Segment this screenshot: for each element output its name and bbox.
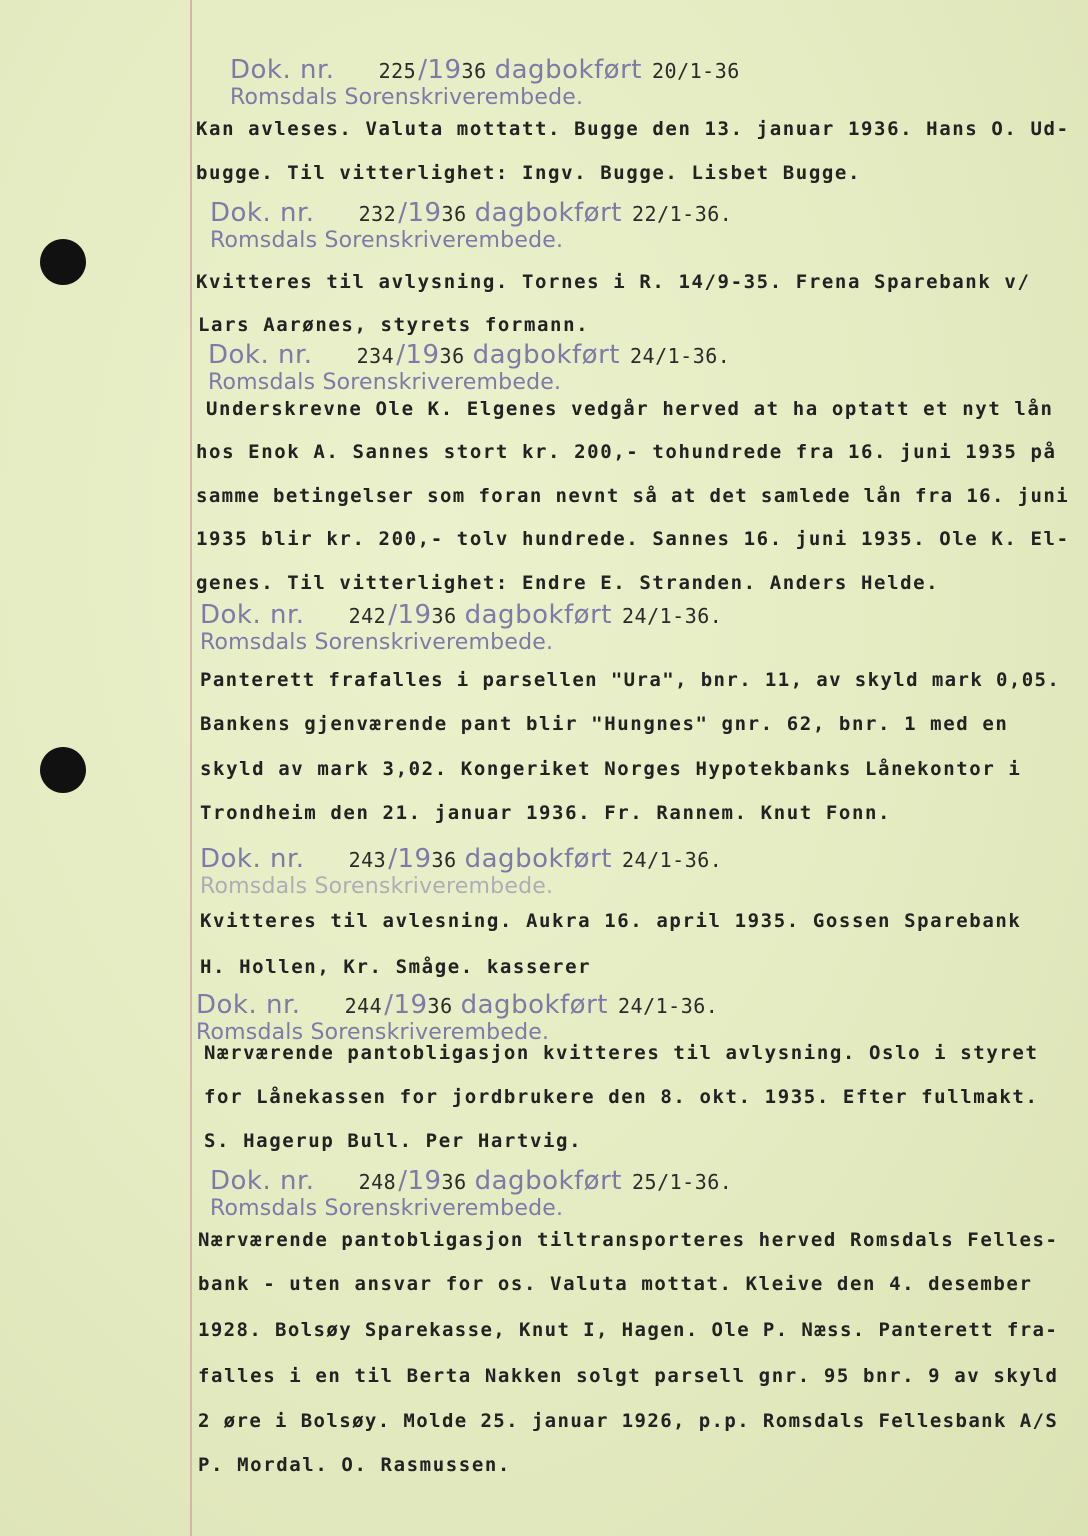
entry-stamp — [196, 990, 718, 1045]
stamp-dagbok: dagbokført — [472, 340, 620, 370]
entry-stamp — [210, 1166, 732, 1221]
stamp-year-suffix: 36 — [431, 604, 457, 628]
entry-text-line: 1935 blir kr. 200,- tolv hundrede. Sannes 16. juni 1935. Ole K. El- — [196, 528, 1070, 550]
stamp-office: Romsdals Sorenskriverembede. — [210, 228, 564, 253]
stamp-date: 24/1-36. — [629, 344, 731, 368]
stamp-office: Romsdals Sorenskriverembede. — [230, 85, 584, 110]
stamp-dagbok: dagbokført — [464, 844, 612, 874]
punch-hole-upper — [40, 239, 86, 285]
stamp-date: 25/1-36. — [631, 1170, 733, 1194]
entry-text-line: for Lånekassen for jordbrukere den 8. okt. 1935. Efter fullmakt. — [204, 1086, 1039, 1108]
stamp-year-suffix: 36 — [431, 848, 457, 872]
entry-text-line: samme betingelser som foran nevnt så at det samlede lån fra 16. juni — [196, 485, 1070, 507]
stamp-office: Romsdals Sorenskriverembede. — [208, 370, 562, 395]
stamp-year-suffix: 36 — [441, 202, 467, 226]
entry-stamp — [200, 600, 722, 655]
entry-text-line: Underskrevne Ole K. Elgenes vedgår herved at ha optatt et nyt lån — [206, 398, 1054, 420]
stamp-year-suffix: 36 — [461, 59, 487, 83]
entry-text-line: hos Enok A. Sannes stort kr. 200,- tohundrede fra 16. juni 1935 på — [196, 441, 1057, 463]
entry-text-line: Lars Aarønes, styrets formann. — [198, 314, 590, 336]
entry-text-line: falles i en til Berta Nakken solgt parsell gnr. 95 bnr. 9 av skyld — [198, 1365, 1059, 1387]
stamp-year-prefix: /19 — [398, 1166, 442, 1196]
entry-text-line: P. Mordal. O. Rasmussen. — [198, 1454, 511, 1476]
stamp-year-prefix: /19 — [388, 600, 432, 630]
stamp-label: Dok. nr. — [230, 55, 335, 85]
stamp-year-prefix: /19 — [384, 990, 428, 1020]
stamp-date: 24/1-36. — [621, 604, 723, 628]
entry-text-line: Trondheim den 21. januar 1936. Fr. Rannem. Knut Fonn. — [200, 802, 892, 824]
stamp-label: Dok. nr. — [200, 600, 305, 630]
entry-text-line: 2 øre i Bolsøy. Molde 25. januar 1926, p.p. Romsdals Fellesbank A/S — [198, 1410, 1059, 1432]
entry-text-line: 1928. Bolsøy Sparekasse, Knut I, Hagen. Ole P. Næss. Panterett fra- — [198, 1319, 1059, 1341]
stamp-office: Romsdals Sorenskriverembede. — [200, 874, 554, 899]
stamp-year-suffix: 36 — [427, 994, 453, 1018]
stamp-dagbok: dagbokført — [464, 600, 612, 630]
stamp-label: Dok. nr. — [200, 844, 305, 874]
stamp-year-suffix: 36 — [439, 344, 465, 368]
stamp-date: 22/1-36. — [631, 202, 733, 226]
stamp-number: 232 — [358, 202, 397, 226]
stamp-dagbok: dagbokført — [494, 55, 642, 85]
stamp-label: Dok. nr. — [196, 990, 301, 1020]
entry-stamp — [210, 198, 732, 253]
entry-text-line: Nærværende pantobligasjon tiltransporteres herved Romsdals Felles- — [198, 1229, 1059, 1251]
entry-text-line: Nærværende pantobligasjon kvitteres til avlysning. Oslo i styret — [204, 1042, 1039, 1064]
stamp-office: Romsdals Sorenskriverembede. — [196, 1020, 550, 1045]
entry-text-line: Kan avleses. Valuta mottatt. Bugge den 13. januar 1936. Hans O. Ud- — [196, 118, 1070, 140]
margin-rule — [190, 0, 192, 1536]
stamp-year-suffix: 36 — [441, 1170, 467, 1194]
stamp-dagbok: dagbokført — [460, 990, 608, 1020]
entry-text-line: bank - uten ansvar for os. Valuta mottat. Kleive den 4. desember — [198, 1273, 1033, 1295]
entry-text-line: Kvitteres til avlesning. Aukra 16. april 1935. Gossen Sparebank — [200, 910, 1022, 932]
stamp-number: 244 — [344, 994, 383, 1018]
stamp-office: Romsdals Sorenskriverembede. — [200, 630, 554, 655]
stamp-label: Dok. nr. — [210, 198, 315, 228]
stamp-label: Dok. nr. — [208, 340, 313, 370]
stamp-year-prefix: /19 — [418, 55, 462, 85]
punch-hole-lower — [40, 747, 86, 793]
entry-text-line: S. Hagerup Bull. Per Hartvig. — [204, 1130, 583, 1152]
entry-text-line: genes. Til vitterlighet: Endre E. Stranden. Anders Helde. — [196, 572, 940, 594]
stamp-year-prefix: /19 — [396, 340, 440, 370]
entry-text-line: skyld av mark 3,02. Kongeriket Norges Hypotekbanks Lånekontor i — [200, 758, 1022, 780]
entry-text-line: Kvitteres til avlysning. Tornes i R. 14/9-35. Frena Sparebank v/ — [196, 271, 1031, 293]
stamp-number: 234 — [356, 344, 395, 368]
entry-text-line: Bankens gjenværende pant blir "Hungnes" gnr. 62, bnr. 1 med en — [200, 713, 1009, 735]
entry-text-line: Panterett frafalles i parsellen "Ura", bnr. 11, av skyld mark 0,05. — [200, 669, 1061, 691]
stamp-label: Dok. nr. — [210, 1166, 315, 1196]
entry-stamp — [230, 55, 740, 110]
entry-text-line: H. Hollen, Kr. Småge. kasserer — [200, 956, 592, 978]
stamp-year-prefix: /19 — [398, 198, 442, 228]
stamp-dagbok: dagbokført — [474, 198, 622, 228]
stamp-date: 24/1-36. — [617, 994, 719, 1018]
stamp-dagbok: dagbokført — [474, 1166, 622, 1196]
stamp-date: 20/1-36 — [651, 59, 740, 83]
entry-stamp — [208, 340, 730, 395]
stamp-date: 24/1-36. — [621, 848, 723, 872]
entry-text-line: bugge. Til vitterlighet: Ingv. Bugge. Lisbet Bugge. — [196, 162, 861, 184]
stamp-number: 248 — [358, 1170, 397, 1194]
stamp-year-prefix: /19 — [388, 844, 432, 874]
entry-stamp — [200, 844, 722, 899]
stamp-number: 225 — [378, 59, 417, 83]
stamp-office: Romsdals Sorenskriverembede. — [210, 1196, 564, 1221]
stamp-number: 242 — [348, 604, 387, 628]
stamp-number: 243 — [348, 848, 387, 872]
